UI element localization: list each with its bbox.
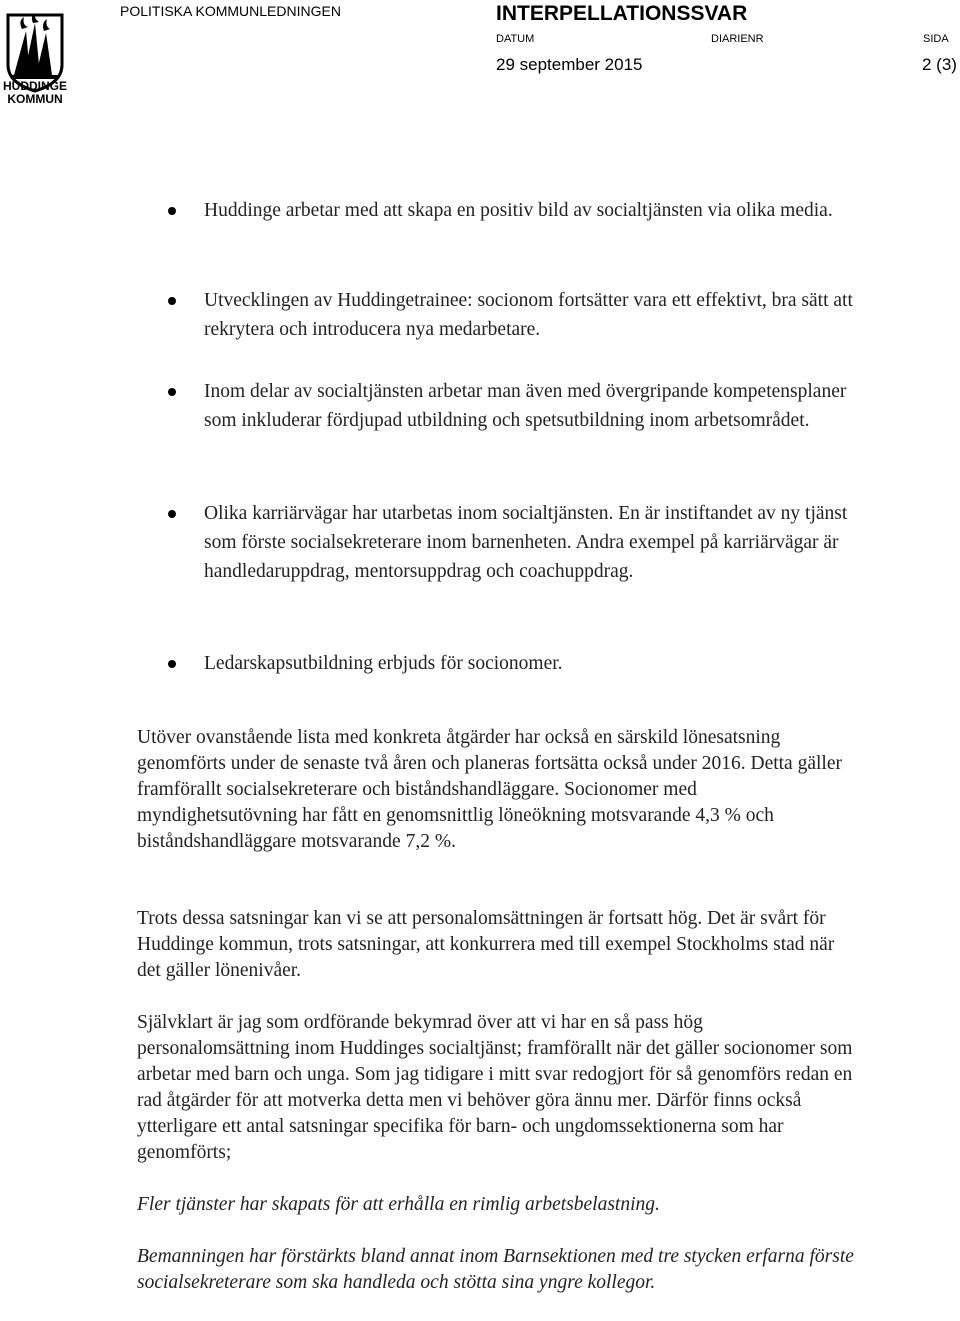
document-date: 29 september 2015 (496, 55, 643, 74)
paragraph: Självklart är jag som ordförande bekymrad över att vi har en så pass hög personalomsättning inom Huddinges socialtjänst; framförallt när det gäller socionomer som arbetar med barn och unga. Som jag tidigare i mitt svar redogjort för så genomförs redan en rad åtgärder för att motverka detta men vi behöver göra ännu mer. Därför finns också ytterligare ett antal satsningar specifika för barn- och ungdomssektionerna som har genomförts; (137, 1012, 853, 1163)
list-item (204, 649, 864, 678)
paragraph: Trots dessa satsningar kan vi se att personalomsättningen är fortsatt hög. Det är svårt för Huddinge kommun, trots satsningar, att konkurrera med till exempel Stockholms stad när det gäller lönenivåer. (137, 908, 835, 981)
list-item (204, 377, 864, 435)
bullet-icon (168, 660, 176, 668)
page-label: SIDA (923, 33, 949, 45)
reference-label: DIARIENR (711, 33, 764, 45)
logo-name-line2: KOMMUN (7, 92, 63, 106)
list-item-text: Inom delar av socialtjänsten arbetar man även med övergripande kompetensplaner som inkluderar fördjupad utbildning och spetsutbildning inom arbetsområdet. (204, 381, 847, 431)
list-item-text: Utvecklingen av Huddingetrainee: socionom fortsätter vara ett effektivt, bra sätt att rekrytera och introducera nya medarbetare. (204, 290, 853, 340)
bullet-icon (168, 297, 176, 305)
bullet-icon (168, 388, 176, 396)
list-item-text: Ledarskapsutbildning erbjuds för socionomer. (204, 653, 563, 674)
document-header (0, 0, 960, 110)
bullet-icon (168, 510, 176, 518)
date-label: DATUM (496, 33, 535, 45)
paragraph: Utöver ovanstående lista med konkreta åtgärder har också en särskild lönesatsning genomförts under de senaste två åren och planeras fortsätta också under 2016. Detta gäller framförallt socialsekreterare och biståndshandläggare. Socionomer med myndighetsutövning har fått en genomsnittlig löneökning motsvarande 4,3 % och biståndshandläggare motsvarande 7,2 %. (137, 727, 842, 852)
department-name: POLITISKA KOMMUNLEDNINGEN (120, 3, 341, 19)
page-number: 2 (3) (922, 55, 957, 74)
italic-paragraph: Fler tjänster har skapats för att erhålla en rimlig arbetsbelastning. (137, 1194, 660, 1215)
list-item (204, 286, 864, 344)
bullet-icon (168, 207, 176, 215)
list-item (204, 499, 864, 586)
list-item-text: Huddinge arbetar med att skapa en positiv bild av socialtjänsten via olika media. (204, 200, 833, 221)
italic-paragraph: Bemanningen har förstärkts bland annat inom Barnsektionen med tre stycken erfarna förste socialsekreterare som ska handleda och stötta sina yngre kollegor. (137, 1246, 854, 1293)
logo-name-line1: HUDDINGE (2, 79, 67, 93)
list-item-text: Olika karriärvägar har utarbetas inom socialtjänsten. En är instiftandet av ny tjänst som förste socialsekreterare inom barnenheten. Andra exempel på karriärvägar är handledaruppdrag, mentorsuppdrag och coachuppdrag. (204, 503, 848, 582)
document-type-title: INTERPELLATIONSSVAR (496, 2, 748, 25)
list-item (204, 196, 864, 225)
